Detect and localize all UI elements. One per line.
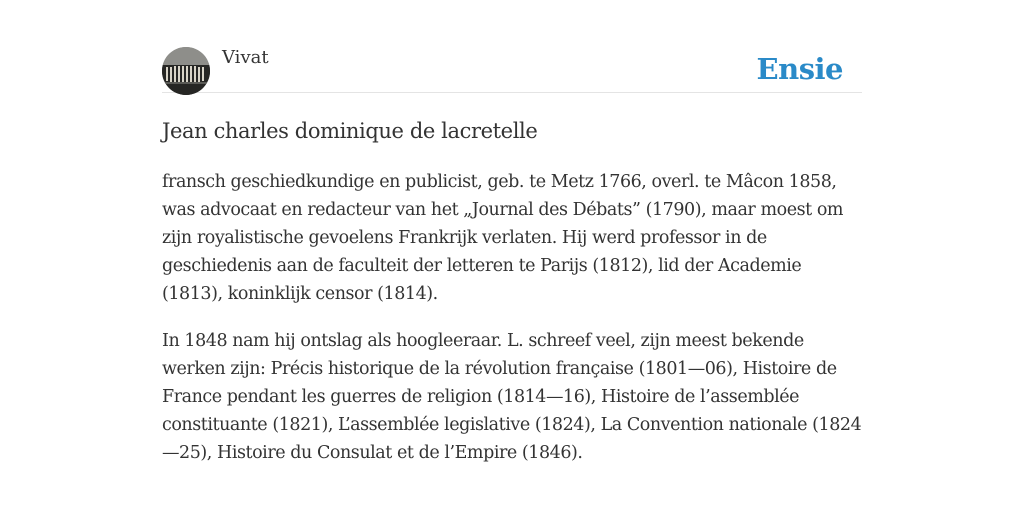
- avatar[interactable]: [162, 47, 210, 95]
- paragraph: In 1848 nam hij ontslag als hoogleeraar. L. schreef veel, zijn meest bekende werken zijn: Précis historique de la révolution française (1801—06), Histoire de France pendant les guerres de religion (1814—16), Histoire de l’assemblée constituante (1821), L’assemblée legislative (1824), La Convention nationale (1824—25), Histoire du Consulat et de l’Empire (1846).: [162, 331, 862, 463]
- header: [162, 46, 862, 93]
- paragraph: fransch geschiedkundige en publicist, geb. te Metz 1766, overl. te Mâcon 1858, was advocaat en redacteur van het „Journal des Débats” (1790), maar moest om zijn royalistische gevoelens Frankrijk verlaten. Hij werd professor in de geschiedenis aan de faculteit der letteren te Parijs (1812), lid der Academie (1813), koninklijk censor (1814).: [162, 172, 844, 304]
- article-body: [162, 168, 862, 486]
- brand-logo[interactable]: Ensie: [756, 52, 843, 86]
- source-name[interactable]: Vivat: [222, 47, 269, 68]
- page-title: Jean charles dominique de lacretelle: [162, 119, 538, 143]
- bookshelf-icon: [162, 47, 210, 95]
